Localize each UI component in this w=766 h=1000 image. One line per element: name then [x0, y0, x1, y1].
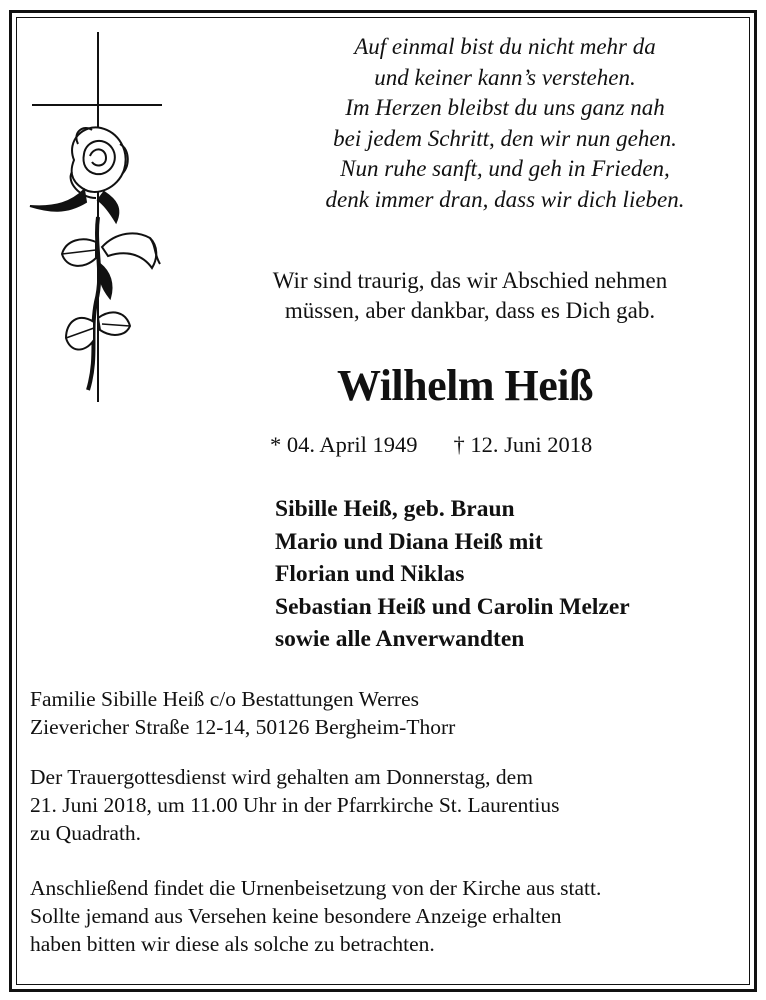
- death-date: † 12. Juni 2018: [453, 432, 593, 457]
- burial-line: haben bitten wir diese als solche zu betrachten.: [30, 932, 435, 956]
- mourners-list: [275, 493, 630, 656]
- poem-line: Auf einmal bist du nicht mehr da: [354, 34, 656, 59]
- mourner-line: sowie alle Anverwandten: [275, 626, 525, 652]
- poem-line: Im Herzen bleibst du uns ganz nah: [345, 95, 665, 120]
- rose-icon: [30, 127, 160, 390]
- mourner-line: Mario und Diana Heiß mit: [275, 528, 543, 555]
- poem-line: denk immer dran, dass wir dich lieben.: [325, 186, 685, 212]
- address-line: Zievericher Straße 12-14, 50126 Bergheim-Thorr: [30, 715, 456, 739]
- service-line: zu Quadrath.: [30, 821, 142, 845]
- life-dates: [270, 432, 592, 458]
- birth-date: * 04. April 1949: [270, 432, 418, 457]
- message-line: Wir sind traurig, das wir Abschied nehmen: [272, 268, 668, 293]
- deceased-name: Wilhelm Heiß: [337, 361, 593, 410]
- mourner-line: Sibille Heiß, geb. Braun: [275, 496, 515, 522]
- poem-line: bei jedem Schritt, den wir nun gehen.: [333, 125, 677, 151]
- service-line: Der Trauergottesdienst wird gehalten am Donnerstag, dem: [30, 765, 533, 789]
- service-line: 21. Juni 2018, um 11.00 Uhr in der Pfarrkirche St. Laurentius: [30, 793, 560, 817]
- memorial-poem: [270, 32, 740, 215]
- farewell-message: [200, 266, 740, 326]
- contact-address: [30, 685, 742, 741]
- burial-notice: [30, 874, 742, 958]
- message-line: müssen, aber dankbar, dass es Dich gab.: [284, 298, 656, 323]
- service-notice: [30, 763, 742, 847]
- burial-line: Sollte jemand aus Versehen keine besondere Anzeige erhalten: [30, 904, 562, 928]
- mourner-line: Sebastian Heiß und Carolin Melzer: [275, 593, 630, 620]
- poem-line: und keiner kann’s verstehen.: [374, 64, 636, 90]
- cross-rose-emblem: [26, 32, 166, 402]
- address-line: Familie Sibille Heiß c/o Bestattungen Werres: [30, 687, 419, 711]
- burial-line: Anschließend findet die Urnenbeisetzung von der Kirche aus statt.: [30, 876, 602, 900]
- poem-line: Nun ruhe sanft, und geh in Frieden,: [340, 156, 670, 181]
- mourner-line: Florian und Niklas: [275, 561, 465, 587]
